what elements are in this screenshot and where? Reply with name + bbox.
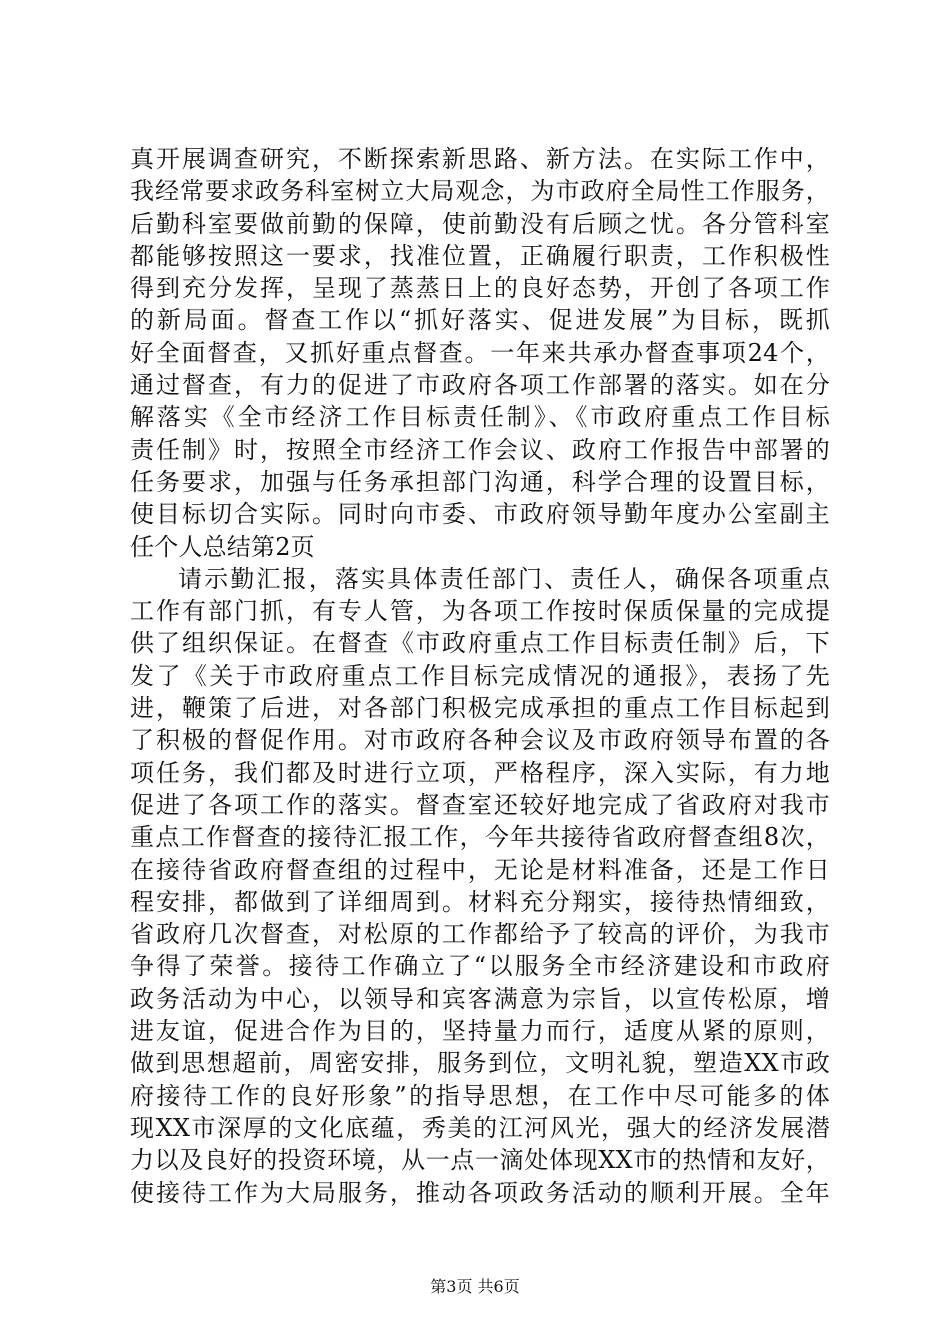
text-line: 使目标切合实际。同时向市委、市政府领导勤年度办公室副主 — [130, 500, 830, 529]
text-line: 好全面督查，又抓好重点督查。一年来共承办督查事项24个， — [130, 338, 830, 367]
text-line: 责任制》时，按照全市经济工作会议、政府工作报告中部署的 — [130, 435, 830, 464]
text-line: 现XX市深厚的文化底蕴，秀美的江河风光，强大的经济发展潜 — [130, 1113, 830, 1142]
text-line: 程安排，都做到了详细周到。材料充分翔实，接待热情细致， — [130, 887, 830, 916]
text-line: 做到思想超前，周密安排，服务到位，文明礼貌，塑造XX市政 — [130, 1049, 830, 1078]
text-line: 省政府几次督查，对松原的工作都给予了较高的评价，为我市 — [130, 920, 830, 949]
text-line: 解落实《全市经济工作目标责任制》、《市政府重点工作目标 — [130, 403, 830, 432]
text-line: 请示勤汇报，落实具体责任部门、责任人，确保各项重点 — [178, 564, 830, 593]
text-line: 使接待工作为大局服务，推动各项政务活动的顺利开展。全年 — [130, 1178, 830, 1207]
text-line: 争得了荣誉。接待工作确立了“以服务全市经济建设和市政府 — [130, 952, 830, 981]
text-line: 政务活动为中心，以领导和宾客满意为宗旨，以宣传松原，增 — [130, 984, 830, 1013]
text-line: 任务要求，加强与任务承担部门沟通，科学合理的设置目标， — [130, 467, 830, 496]
text-line: 在接待省政府督查组的过程中，无论是材料准备，还是工作日 — [130, 855, 830, 884]
text-line: 通过督查，有力的促进了市政府各项工作部署的落实。如在分 — [130, 371, 830, 400]
document-body — [130, 143, 830, 1209]
text-line: 府接待工作的良好形象”的指导思想，在工作中尽可能多的体 — [130, 1081, 830, 1110]
text-line: 都能够按照这一要求，找准位置，正确履行职责，工作积极性 — [130, 241, 830, 270]
text-line: 得到充分发挥，呈现了蒸蒸日上的良好态势，开创了各项工作 — [130, 274, 830, 303]
text-line: 供了组织保证。在督查《市政府重点工作目标责任制》后，下 — [130, 629, 830, 658]
text-line: 了积极的督促作用。对市政府各种会议及市政府领导布置的各 — [130, 726, 830, 755]
page-number-label: 第3页 共6页 — [430, 1277, 520, 1296]
text-line: 重点工作督查的接待汇报工作，今年共接待省政府督查组8次， — [130, 823, 830, 852]
text-line: 任个人总结第2页 — [130, 532, 315, 561]
text-line: 项任务，我们都及时进行立项，严格程序，深入实际，有力地 — [130, 758, 830, 787]
text-line: 进友谊，促进合作为目的，坚持量力而行，适度从紧的原则， — [130, 1017, 830, 1046]
text-line: 工作有部门抓，有专人管，为各项工作按时保质保量的完成提 — [130, 597, 830, 626]
text-line: 我经常要求政务科室树立大局观念，为市政府全局性工作服务， — [130, 177, 830, 206]
text-line: 促进了各项工作的落实。督查室还较好地完成了省政府对我市 — [130, 790, 830, 819]
text-line: 后勤科室要做前勤的保障，使前勤没有后顾之忧。各分管科室 — [130, 209, 830, 238]
text-line: 真开展调查研究，不断探索新思路、新方法。在实际工作中， — [130, 145, 830, 173]
page-footer — [0, 1274, 950, 1297]
text-line: 发了《关于市政府重点工作目标完成情况的通报》，表扬了先 — [130, 661, 830, 690]
text-line: 力以及良好的投资环境，从一点一滴处体现XX市的热情和友好， — [130, 1146, 830, 1175]
text-line: 的新局面。督查工作以“抓好落实、促进发展”为目标，既抓 — [130, 306, 830, 335]
text-line: 进，鞭策了后进，对各部门积极完成承担的重点工作目标起到 — [130, 694, 830, 723]
